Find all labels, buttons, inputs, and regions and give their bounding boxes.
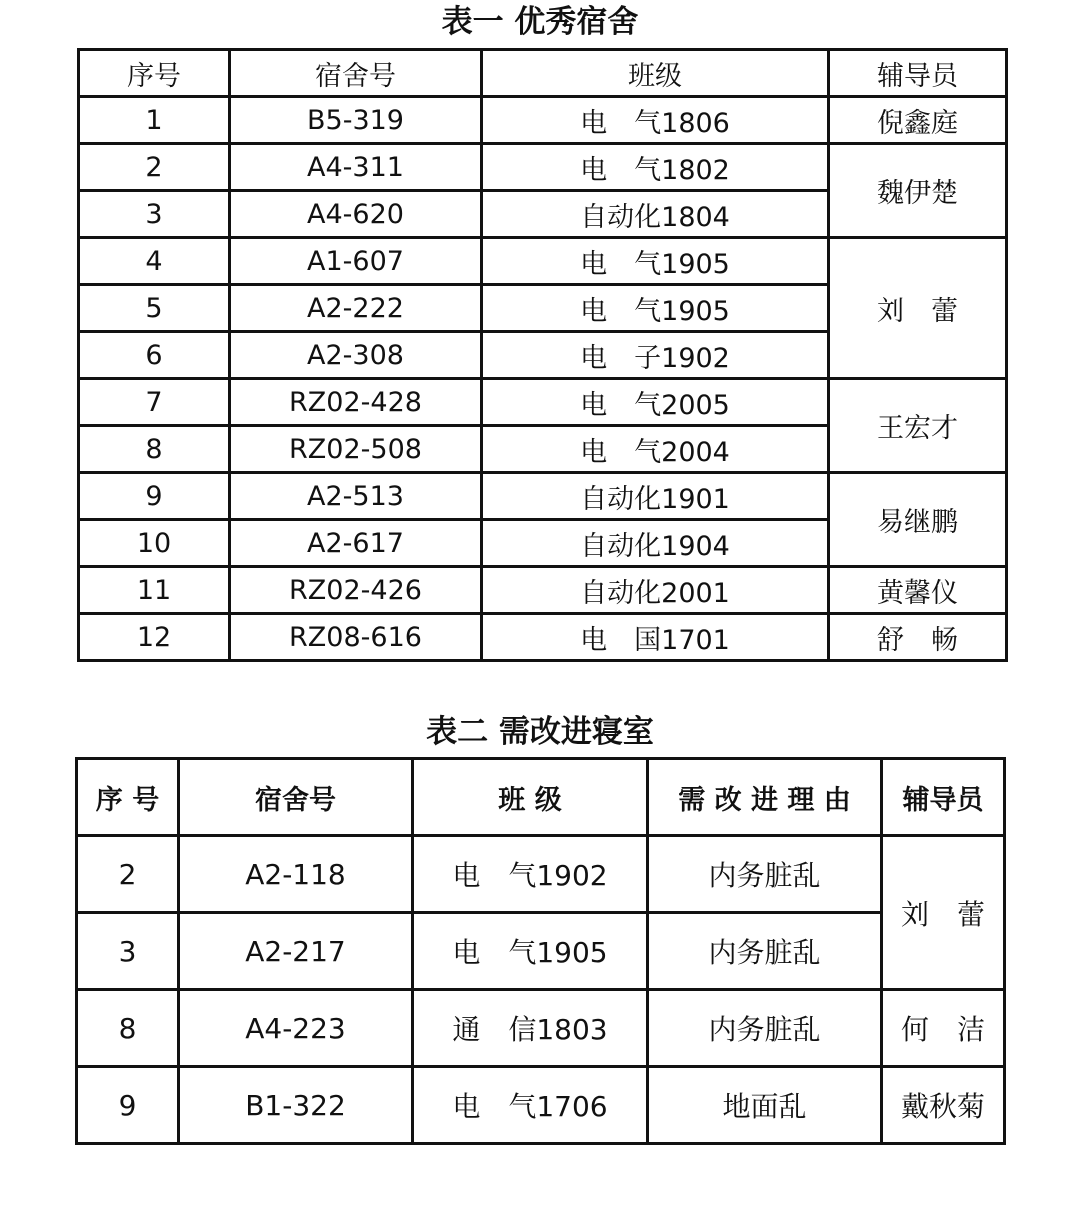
table-row: [79, 144, 1007, 191]
excellent-dorms-table: [77, 48, 1008, 662]
header-dorm: 宿舍号: [230, 50, 482, 97]
cell-counselor: 魏伊楚: [829, 144, 1007, 238]
cell-number: 12: [79, 614, 230, 661]
cell-number: 4: [79, 238, 230, 285]
table-row: [79, 238, 1007, 285]
cell-dorm: A4-620: [230, 191, 482, 238]
header-reason: 需 改 进 理 由: [648, 759, 882, 836]
cell-number: 7: [79, 379, 230, 426]
cell-class: 电 国1701: [482, 614, 829, 661]
cell-number: 11: [79, 567, 230, 614]
cell-number: 3: [79, 191, 230, 238]
cell-class: 自动化1901: [482, 473, 829, 520]
cell-counselor: 戴秋菊: [882, 1067, 1005, 1144]
cell-number: 9: [77, 1067, 179, 1144]
cell-class: 电 气1806: [482, 97, 829, 144]
cell-counselor: 黄馨仪: [829, 567, 1007, 614]
cell-dorm: RZ02-428: [230, 379, 482, 426]
cell-dorm: B1-322: [179, 1067, 413, 1144]
table-row: [79, 97, 1007, 144]
header-dorm: 宿舍号: [179, 759, 413, 836]
cell-number: 3: [77, 913, 179, 990]
cell-number: 10: [79, 520, 230, 567]
cell-dorm: A4-311: [230, 144, 482, 191]
cell-dorm: RZ02-426: [230, 567, 482, 614]
cell-dorm: A2-222: [230, 285, 482, 332]
cell-dorm: A2-217: [179, 913, 413, 990]
cell-number: 1: [79, 97, 230, 144]
cell-number: 2: [77, 836, 179, 913]
cell-dorm: A2-118: [179, 836, 413, 913]
cell-dorm: A1-607: [230, 238, 482, 285]
table-row: [79, 567, 1007, 614]
cell-counselor: 易继鹏: [829, 473, 1007, 567]
cell-dorm: A4-223: [179, 990, 413, 1067]
cell-dorm: A2-513: [230, 473, 482, 520]
cell-reason: 内务脏乱: [648, 836, 882, 913]
table-row: [77, 990, 1005, 1067]
cell-class: 自动化1804: [482, 191, 829, 238]
cell-class: 电 气2005: [482, 379, 829, 426]
table-header-row: [79, 50, 1007, 97]
cell-dorm: A2-308: [230, 332, 482, 379]
header-class: 班级: [482, 50, 829, 97]
cell-dorm: A2-617: [230, 520, 482, 567]
cell-counselor: 刘 蕾: [829, 238, 1007, 379]
cell-class: 电 气2004: [482, 426, 829, 473]
table-row: [79, 473, 1007, 520]
cell-class: 通 信1803: [413, 990, 648, 1067]
cell-number: 8: [77, 990, 179, 1067]
cell-class: 电 气1802: [482, 144, 829, 191]
cell-counselor: 刘 蕾: [882, 836, 1005, 990]
cell-class: 电 气1905: [482, 238, 829, 285]
needs-improvement-dorms-table: [75, 757, 1006, 1145]
cell-counselor: 倪鑫庭: [829, 97, 1007, 144]
table1-title: 表一 优秀宿舍: [441, 4, 639, 40]
cell-class: 电 气1902: [413, 836, 648, 913]
cell-dorm: B5-319: [230, 97, 482, 144]
table-row: [77, 913, 1005, 990]
cell-counselor: 何 洁: [882, 990, 1005, 1067]
header-counselor: 辅导员: [829, 50, 1007, 97]
table-row: [79, 614, 1007, 661]
cell-number: 9: [79, 473, 230, 520]
cell-reason: 内务脏乱: [648, 913, 882, 990]
table-header-row: [77, 759, 1005, 836]
cell-dorm: RZ02-508: [230, 426, 482, 473]
table-row: [77, 1067, 1005, 1144]
cell-number: 6: [79, 332, 230, 379]
header-class: 班 级: [413, 759, 648, 836]
cell-reason: 内务脏乱: [648, 990, 882, 1067]
cell-counselor: 王宏才: [829, 379, 1007, 473]
table-row: [79, 379, 1007, 426]
cell-class: 自动化2001: [482, 567, 829, 614]
cell-class: 电 气1905: [413, 913, 648, 990]
cell-class: 自动化1904: [482, 520, 829, 567]
cell-dorm: RZ08-616: [230, 614, 482, 661]
cell-class: 电 子1902: [482, 332, 829, 379]
cell-number: 2: [79, 144, 230, 191]
cell-reason: 地面乱: [648, 1067, 882, 1144]
cell-number: 8: [79, 426, 230, 473]
table2-title: 表二 需改进寝室: [426, 714, 654, 750]
table-row: [77, 836, 1005, 913]
cell-class: 电 气1706: [413, 1067, 648, 1144]
cell-number: 5: [79, 285, 230, 332]
header-counselor: 辅导员: [882, 759, 1005, 836]
cell-counselor: 舒 畅: [829, 614, 1007, 661]
cell-class: 电 气1905: [482, 285, 829, 332]
header-number: 序 号: [77, 759, 179, 836]
header-number: 序号: [79, 50, 230, 97]
